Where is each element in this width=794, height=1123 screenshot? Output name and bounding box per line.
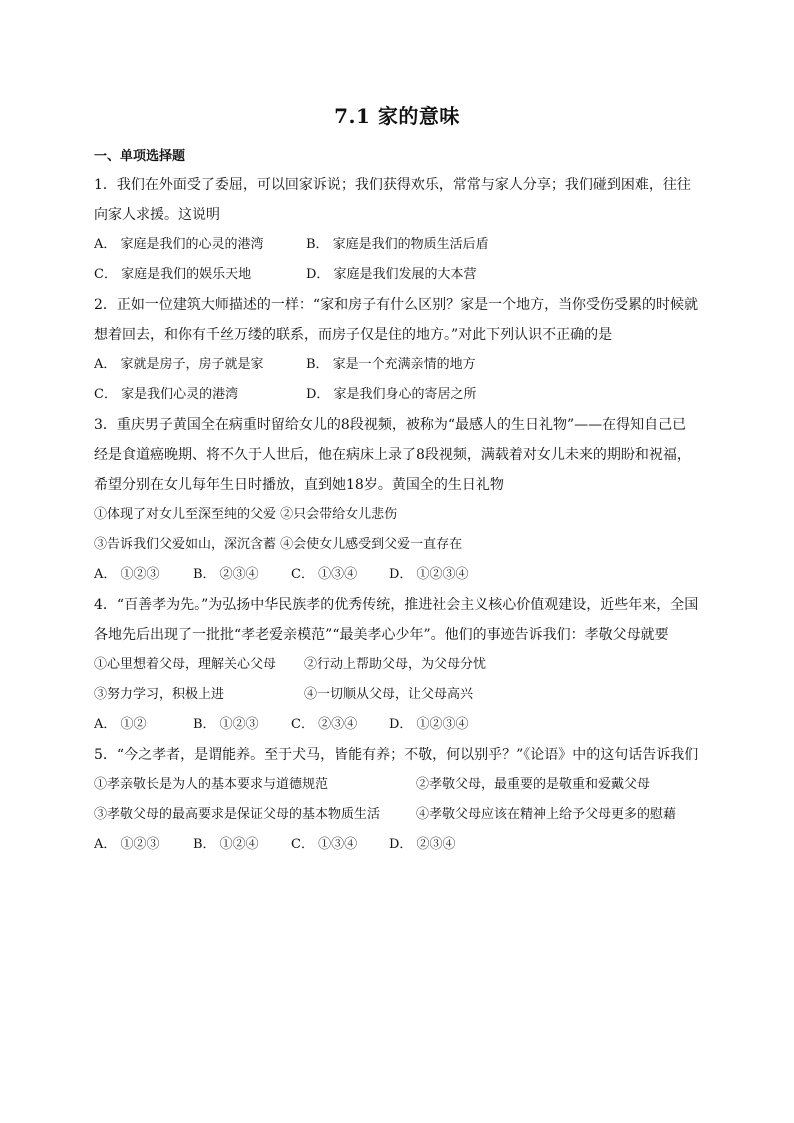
question-stem: 1．我们在外面受了委屈，可以回家诉说；我们获得欢乐，常常与家人分享；我们碰到困难，往往向家人求援。这说明 [94,177,691,223]
question-stem: 2．正如一位建筑大师描述的一样：“家和房子有什么区别？家是一个地方，当你受伤受累的时候就想着回去，和你有千丝万缕的联系，而房子仅是住的地方。”对此下列认识不正确的是 [94,297,699,343]
question-stem: 4．“百善孝为先。”为弘扬中华民族孝的优秀传统，推进社会主义核心价值观建设，近些年来，全国各地先后出现了一批批“孝老爱亲模范”“最美孝心少年”。他们的事迹告诉我们：孝敬父母就要 [94,597,699,643]
option-b: B． ①②④ [193,837,259,852]
statement: ④孝敬父母应该在精神上给予父母更多的慰藉 [416,807,677,822]
option-row [94,230,700,260]
option-d: D． 家庭是我们发展的大本营 [306,267,477,282]
option-row [94,260,700,290]
option-b: B． ②③④ [193,567,259,582]
option-d: D． ①②③④ [389,717,469,732]
statement: ①心里想着父母，理解关心父母 [94,657,277,672]
statement: ③告诉我们父爱如山，深沉含蓄 ④会使女儿感受到父爱一直存在 [94,537,463,552]
statement: ①体现了对女儿至深至纯的父爱 ②只会带给女儿悲伤 [94,507,398,522]
question-3 [94,410,700,590]
option-c: C． 家庭是我们的娱乐天地 [94,267,252,282]
option-b: B． 家是一个充满亲情的地方 [306,357,476,372]
option-d: D． ②③④ [389,837,456,852]
option-a: A． 家庭是我们的心灵的港湾 [94,237,264,252]
option-a: A． ①②③ [94,567,160,582]
statement-row [94,650,700,680]
option-a: A． ①② [94,717,147,732]
option-c: C． ①③④ [291,837,358,852]
question-stem: 5．“今之孝者，是谓能养。至于犬马，皆能有养；不敬，何以别乎？”《论语》中的这句话告诉我们 [94,747,699,763]
question-list [94,170,700,860]
statement: ②孝敬父母，最重要的是敬重和爱戴父母 [416,777,651,792]
question-5 [94,740,700,860]
statement-row [94,530,700,560]
option-d: D． ①②③④ [389,567,469,582]
option-b: B． 家庭是我们的物质生活后盾 [306,237,489,252]
option-c: C． 家是我们心灵的港湾 [94,387,239,402]
option-row [94,560,700,590]
option-row [94,350,700,380]
statement: ③孝敬父母的最高要求是保证父母的基本物质生活 [94,807,381,822]
statement: ③努力学习，积极上进 [94,687,225,702]
option-b: B． ①②③ [193,717,259,732]
statement: ②行动上帮助父母，为父母分忧 [304,657,487,672]
question-4 [94,590,700,740]
option-c: C． ②③④ [291,717,358,732]
option-row [94,830,700,860]
page-title: 7.1 家的意味 [334,104,460,128]
question-2 [94,290,700,410]
statement-row [94,680,700,710]
question-1 [94,170,700,290]
statement-row [94,800,700,830]
option-c: C． ①③④ [291,567,358,582]
statement: ④一切顺从父母，让父母高兴 [304,687,474,702]
section-heading: 一、单项选择题 [94,149,186,164]
option-a: A． 家就是房子，房子就是家 [94,357,264,372]
option-d: D． 家是我们身心的寄居之所 [306,387,477,402]
statement: ①孝亲敬长是为人的基本要求与道德规范 [94,777,329,792]
option-a: A． ①②③ [94,837,160,852]
statement-row [94,500,700,530]
option-row [94,710,700,740]
option-row [94,380,700,410]
question-stem: 3．重庆男子黄国全在病重时留给女儿的8段视频，被称为“最感人的生日礼物”——在得知自己已经是食道癌晚期、将不久于人世后，他在病床上录了8段视频，满载着对女儿未来的期盼和祝福，希望分别在女儿每年生日时播放，直到她18岁。黄国全的生日礼物 [94,417,691,493]
statement-row [94,770,700,800]
